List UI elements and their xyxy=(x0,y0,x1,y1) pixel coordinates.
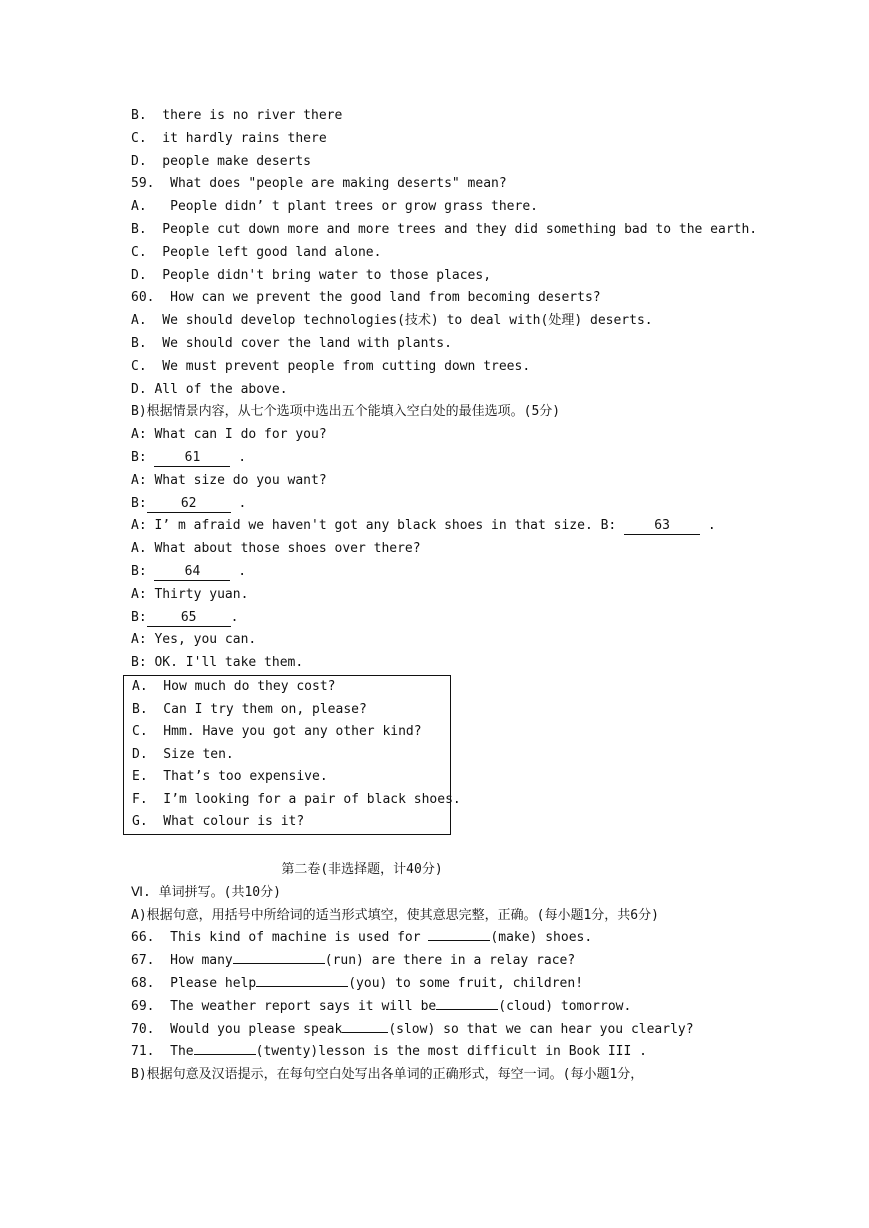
choice-f: F. I’m looking for a pair of black shoes. xyxy=(132,791,461,807)
fill-item-69 xyxy=(131,996,751,1019)
item-text: 69. The weather report says it will be xyxy=(131,998,437,1014)
item-hint: (cloud) tomorrow. xyxy=(498,998,632,1014)
q59-option-c: C. People left good land alone. xyxy=(131,244,382,260)
item-hint: (slow) so that we can hear you clearly? xyxy=(388,1021,694,1037)
blank-61: 61 xyxy=(154,450,230,467)
q58-option-c: C. it hardly rains there xyxy=(131,130,327,146)
line-end: . xyxy=(230,449,247,465)
dialogue-instruction: B)根据情景内容，从七个选项中选出五个能填入空白处的最佳选项。(5分) xyxy=(131,404,561,420)
choice-c: C. Hmm. Have you got any other kind? xyxy=(132,724,422,740)
choice-g: G. What colour is it? xyxy=(132,814,305,830)
dialogue-line: A: What size do you want? xyxy=(131,472,327,488)
line-end: . xyxy=(230,609,239,625)
answer-blank-69 xyxy=(436,1009,498,1010)
dialogue-line: A: Thirty yuan. xyxy=(131,586,249,602)
dialogue-line: A: What can I do for you? xyxy=(131,427,327,443)
item-text: 71. The xyxy=(131,1044,194,1060)
dialogue-line-61 xyxy=(131,447,751,470)
fill-item-67 xyxy=(131,950,751,973)
speaker-label: B: xyxy=(131,449,155,465)
dialogue-text: A: I’ m afraid we haven't got any black shoes in that size. B: xyxy=(131,518,625,534)
fill-item-70 xyxy=(131,1019,751,1042)
dialogue-line: B: OK. I'll take them. xyxy=(131,655,304,671)
dialogue-line-64 xyxy=(131,561,751,584)
item-hint: (twenty)lesson is the most difficult in Book III . xyxy=(255,1044,647,1060)
answer-blank-68 xyxy=(256,986,348,987)
section-b-instruction: B)根据句意及汉语提示，在每句空白处写出各单词的正确形式，每空一词。(每小题1分， xyxy=(131,1067,644,1083)
q60-option-b: B. We should cover the land with plants. xyxy=(131,335,452,351)
answer-blank-67 xyxy=(233,963,325,964)
item-text: 68. Please help xyxy=(131,976,257,992)
part2-heading: 第二卷(非选择题，计40分) xyxy=(281,862,443,878)
item-hint: (you) to some fruit, children! xyxy=(348,976,584,992)
q59-option-b: B. People cut down more and more trees and they did something bad to the earth. xyxy=(131,221,758,237)
blank-62: 62 xyxy=(147,496,231,513)
speaker-label: B: xyxy=(131,563,155,579)
fill-item-66 xyxy=(131,927,751,950)
choice-e: E. That’s too expensive. xyxy=(132,769,328,785)
section6-title: Ⅵ. 单词拼写。(共10分) xyxy=(131,884,281,900)
item-text: 70. Would you please speak xyxy=(131,1021,343,1037)
dialogue-line-62 xyxy=(131,493,751,516)
fill-item-71 xyxy=(131,1041,751,1064)
q58-option-b: B. there is no river there xyxy=(131,108,343,123)
dialogue-line: A. What about those shoes over there? xyxy=(131,541,421,557)
item-text: 66. This kind of machine is used for xyxy=(131,930,429,946)
q60-question: 60. How can we prevent the good land from becoming deserts? xyxy=(131,290,601,306)
speaker-label: B: xyxy=(131,609,147,625)
dialogue-line-65 xyxy=(131,607,751,630)
q60-option-a: A. We should develop technologies(技术) to deal with(处理) deserts. xyxy=(131,313,653,329)
choice-d: D. Size ten. xyxy=(132,746,234,762)
blank-63: 63 xyxy=(624,518,700,535)
line-end: . xyxy=(230,495,247,511)
answer-blank-71 xyxy=(194,1054,256,1055)
fill-item-68 xyxy=(131,973,751,996)
dialogue-line-63 xyxy=(131,515,751,538)
q58-option-d: D. people make deserts xyxy=(131,153,312,169)
blank-65: 65 xyxy=(147,610,231,627)
q60-option-c: C. We must prevent people from cutting down trees. xyxy=(131,358,531,374)
choices-box xyxy=(123,675,461,835)
line-end: . xyxy=(700,518,716,534)
item-hint: (run) are there in a relay race? xyxy=(324,953,576,969)
q60-option-d: D. All of the above. xyxy=(131,381,288,397)
answer-blank-66 xyxy=(428,940,490,941)
section-a-instruction: A)根据句意，用括号中所给词的适当形式填空，使其意思完整，正确。(每小题1分，共6分) xyxy=(131,907,659,923)
dialogue-line: A: Yes, you can. xyxy=(131,632,257,648)
q59-option-a: A. People didn’ t plant trees or grow grass there. xyxy=(131,199,538,215)
choice-b: B. Can I try them on, please? xyxy=(132,701,367,717)
line-end: . xyxy=(230,563,247,579)
item-text: 67. How many xyxy=(131,953,233,969)
answer-blank-70 xyxy=(342,1032,388,1033)
blank-64: 64 xyxy=(154,564,230,581)
speaker-label: B: xyxy=(131,495,147,511)
choice-a: A. How much do they cost? xyxy=(132,678,336,694)
q59-option-d: D. People didn't bring water to those places, xyxy=(131,267,492,283)
item-hint: (make) shoes. xyxy=(490,930,593,946)
q59-question: 59. What does "people are making deserts" mean? xyxy=(131,176,507,192)
exam-page xyxy=(131,105,758,1087)
